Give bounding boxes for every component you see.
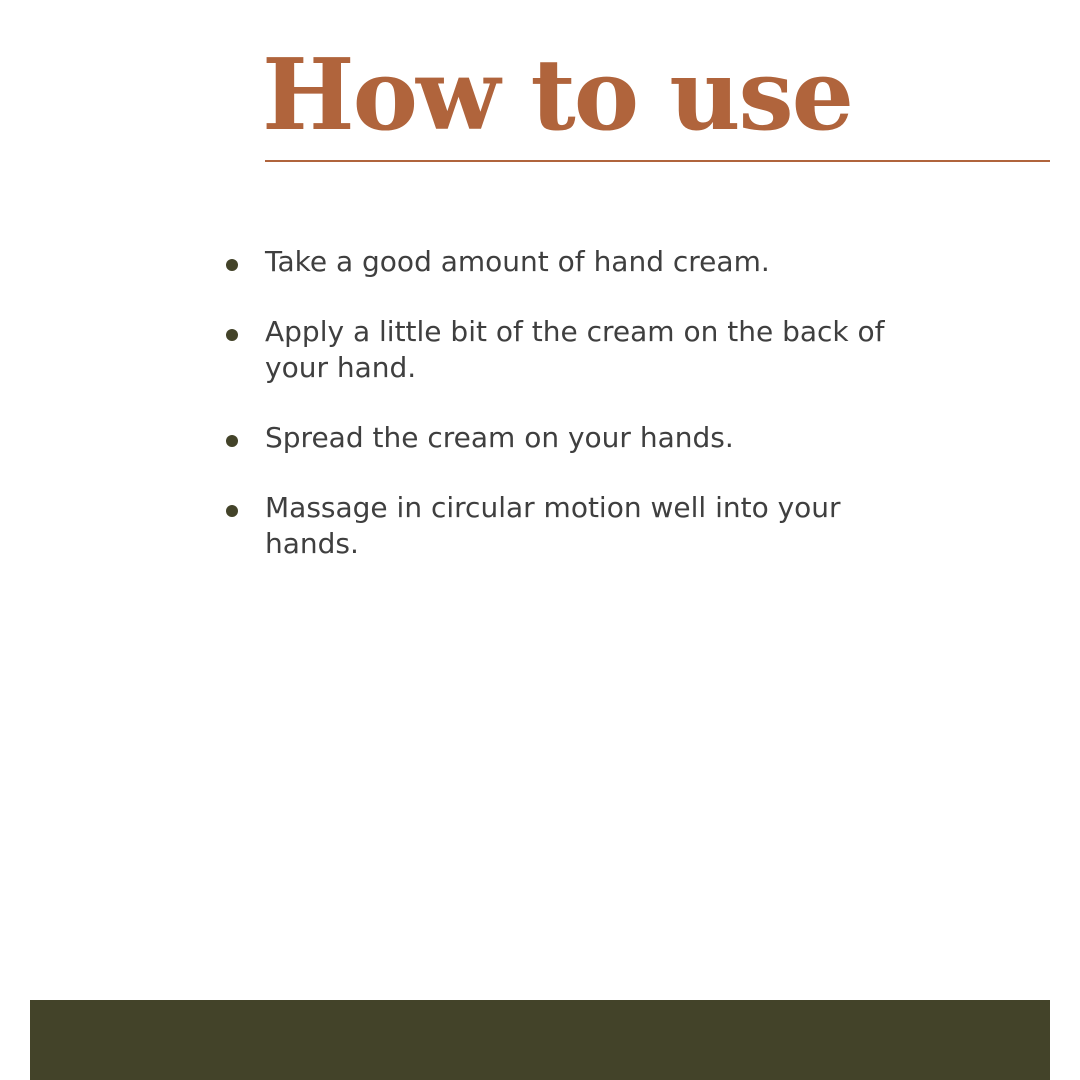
list-item [226, 490, 906, 562]
step-text: Take a good amount of hand cream. [265, 245, 770, 278]
title-underline [265, 160, 1050, 162]
bullet-dot-icon [226, 259, 238, 271]
bullet-dot-icon [226, 435, 238, 447]
bullet-dot-icon [226, 505, 238, 517]
step-text: Massage in circular motion well into your hands. [265, 491, 841, 560]
instruction-list [226, 244, 906, 596]
footer-band [30, 1000, 1050, 1080]
list-item [226, 420, 906, 456]
page-title: How to use [262, 38, 852, 153]
list-item [226, 314, 906, 386]
step-text: Apply a little bit of the cream on the back of your hand. [265, 315, 885, 384]
bullet-dot-icon [226, 329, 238, 341]
list-item [226, 244, 906, 280]
step-text: Spread the cream on your hands. [265, 421, 734, 454]
